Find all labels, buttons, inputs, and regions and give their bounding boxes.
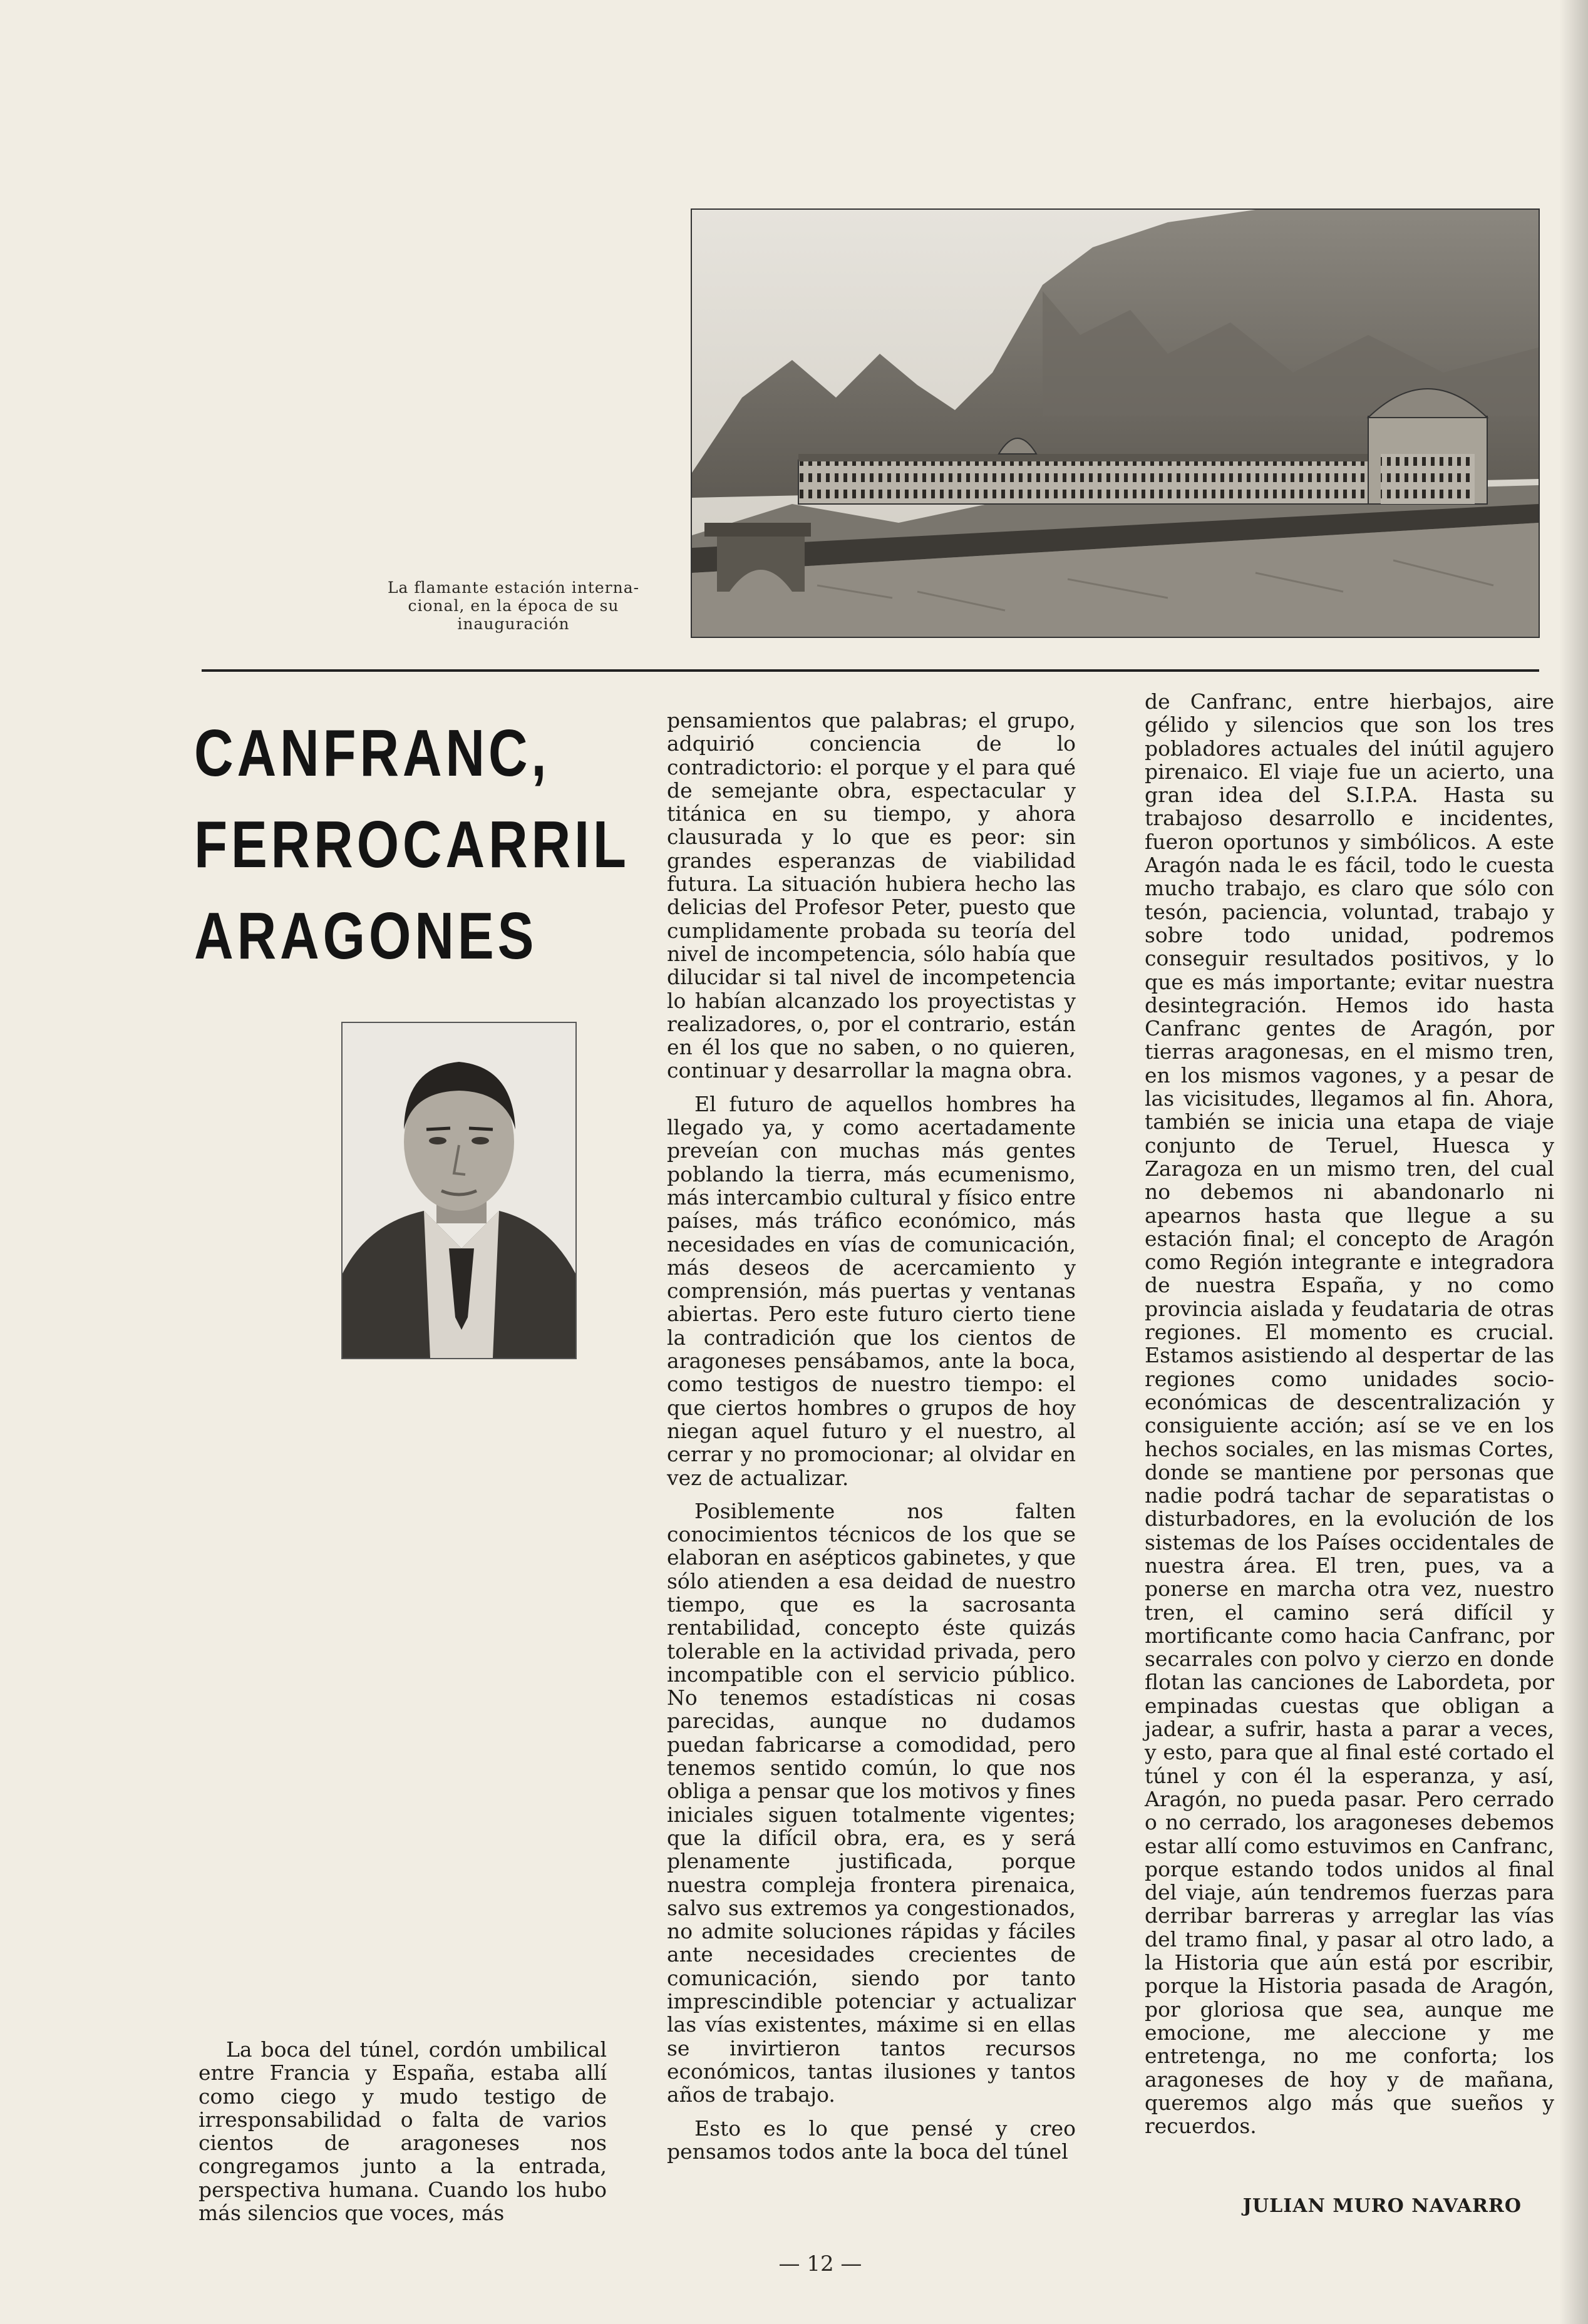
- caption-line: cional, en la época de su: [408, 597, 619, 615]
- headline-line: ARAGONES: [194, 899, 538, 973]
- headline-line: FERROCARRIL: [194, 808, 630, 882]
- article-headline: [194, 707, 630, 982]
- station-photo-illustration: [692, 210, 1539, 637]
- article-column-middle: [667, 709, 1076, 2163]
- author-portrait: [341, 1022, 577, 1359]
- caption-line: La flamante estación interna-: [387, 578, 640, 597]
- station-photo: [691, 208, 1540, 638]
- portrait-illustration: [343, 1023, 575, 1358]
- photo-caption: [357, 578, 670, 633]
- headline-line: CANFRANC,: [194, 716, 550, 790]
- article-paragraph: Posiblemente nos falten conocimientos técnicos de los que se elaboran en asépticos gabinetes, y que sólo atienden a esa deidad de nuestro tiempo, que es la sacrosanta rentabilidad, concepto éste quizás tolerable en la actividad privada, pero incompatible con el servicio público. No tenemos estadísticas ni cosas parecidas, aunque no dudamos puedan fabricarse a comodidad, pero tenemos sentido común, lo que nos obliga a pensar que los motivos y fines iniciales siguen totalmente vigentes; que la difícil obra, era, es y será plenamente justificada, porque nuestra compleja frontera pirenaica, salvo sus extremos ya congestionados, no admite soluciones rápidas y fáciles ante necesidades crecientes de comunicación, siendo por tanto imprescindible potenciar y actualizar las vías existentes, máxime si en ellas se invirtieron tantos recursos económicos, tantas ilusiones y tantos años de trabajo.: [667, 1498, 1076, 2107]
- caption-line: inauguración: [457, 615, 570, 633]
- page-number: — 12 —: [778, 2251, 862, 2276]
- article-column-left: [198, 2038, 607, 2224]
- article-paragraph: de Canfranc, entre hierbajos, aire gélido y silencios que son los tres pobladores actuales del inútil agujero pirenaico. El viaje fue un acierto, una gran idea del S.I.P.A. Hasta su trabajoso desarrollo e incidentes, fueron oportunos y simbólicos. A este Aragón nada le es fácil, todo le cuesta mucho trabajo, es claro que sólo con tesón, paciencia, voluntad, trabajo y sobre todo unidad, podremos conseguir resultados positivos, y lo que es más importante; evitar nuestra desintegración. Hemos ido hasta Canfranc gentes de Aragón, por tierras aragonesas, en el mismo tren, en los mismos vagones, y a pesar de las vicisitudes, llegamos al fin. Ahora, también se inicia una etapa de viaje conjunto de Teruel, Huesca y Zaragoza en un mismo tren, del cual no debemos ni abandonarlo ni apearnos hasta que llegue a su estación final; el concepto de Aragón como Región integrante e integradora de nuestra España, y no como provincia aislada y feudataria de otras regiones. El momento es crucial. Estamos asistiendo al despertar de las regiones como unidades socio-económicas de descentralización y consiguiente acción; así se ve en los hechos sociales, en las mismas Cortes, donde se mantiene por personas que nadie podrá tachar de separatistas o disturbadores, en la evolución de los sistemas de los Países occidentales de nuestra área. El tren, pues, va a ponerse en marcha otra vez, nuestro tren, el camino será difícil y mortificante como hacia Canfranc, por secarrales con polvo y cierzo en donde flotan las canciones de Labordeta, por empinadas cuestas que obligan a jadear, a sufrir, hasta a parar a veces, y esto, para que al final esté cortado el túnel y con él la esperanza, y así, Aragón, no pueda pasar. Pero cerrado o no cerrado, los aragoneses debemos estar allí como estuvimos en Canfranc, porque estando todos unidos al final del viaje, aún tendremos fuerzas para derribar barreras y arreglar las vías del tramo final, y pasar al otro lado, a la Historia que aún está por escribir, porque la Historia pasada de Aragón, por gloriosa que sea, aunque me emocione, me aleccione y me entretenga, no me conforta; los aragoneses de hoy y de mañana, queremos algo más que sueños y recuerdos.: [1145, 689, 1554, 2139]
- author-signature: JULIAN MURO NAVARRO: [1242, 2195, 1522, 2217]
- article-column-right: [1145, 690, 1554, 2137]
- article-paragraph: pensamientos que palabras; el grupo, adquirió conciencia de lo contradictorio: el porque y el para qué de semejante obra, espectacular y titánica en su tiempo, y ahora clausurada y lo que es peor: sin grandes esperanzas de viabilidad futura. La situación hubiera hecho las delicias del Profesor Peter, puesto que cumplidamente probada su teoría del nivel de incompetencia, sólo había que dilucidar si tal nivel de incompetencia lo habían alcanzado los proyectistas y realizadores, o, por el contrario, están en él los que no saben, o no quieren, continuar y desarrollar la magna obra.: [667, 708, 1076, 1083]
- article-paragraph: El futuro de aquellos hombres ha llegado ya, y como acertadamente preveían con muchas más gentes poblando la tierra, más ecumenismo, más intercambio cultural y físico entre países, más tráfico económico, más necesidades en vías de comunicación, más deseos de acercamiento y comprensión, más puertas y ventanas abiertas. Pero este futuro cierto tiene la contradición que los cientos de aragoneses pensábamos, ante la boca, como testigos de nuestro tiempo: el que ciertos hombres o grupos de hoy niegan aquel futuro y el nuestro, al cerrar y no promocionar; al olvidar en vez de actualizar.: [667, 1091, 1076, 1490]
- article-paragraph: La boca del túnel, cordón umbilical entre Francia y España, estaba allí como ciego y mudo testigo de irresponsabilidad o falta de varios cientos de aragoneses nos congregamos junto a la entrada, perspectiva humana. Cuando los hubo más silencios que voces, más: [198, 2037, 607, 2226]
- article-paragraph: Esto es lo que pensé y creo pensamos todos ante la boca del túnel: [667, 2116, 1076, 2164]
- section-divider: [202, 669, 1539, 672]
- page-edge-shadow: [1559, 0, 1588, 2324]
